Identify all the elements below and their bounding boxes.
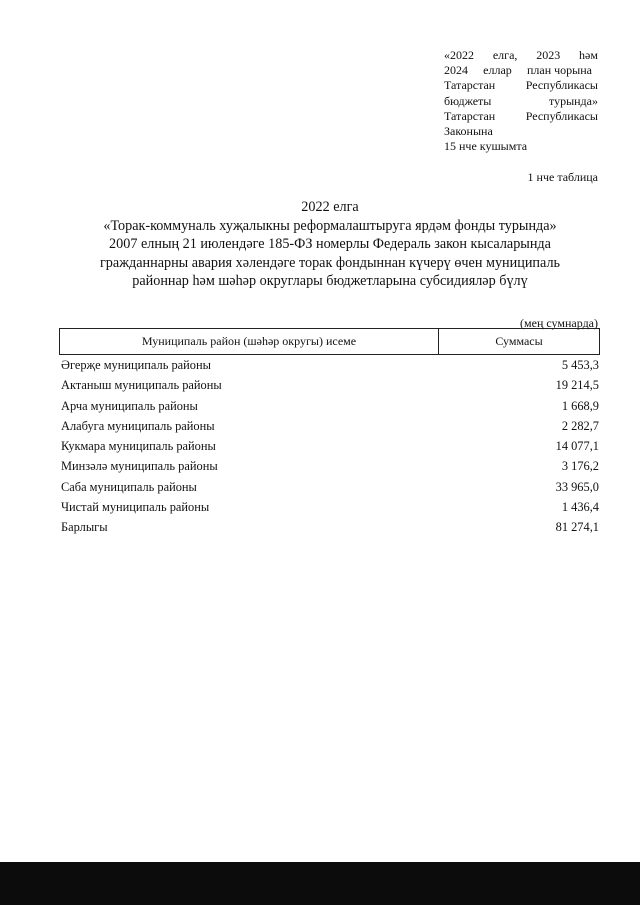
appendix-word: еллар: [483, 63, 512, 78]
document-title: [60, 198, 600, 291]
appendix-word: елга,: [492, 48, 518, 62]
appendix-word: Татарстан: [444, 78, 496, 93]
total-label: Барлыгы: [61, 520, 108, 535]
appendix-word: Республикасы: [525, 108, 598, 123]
row-name: Алабуга муниципаль районы: [61, 418, 215, 433]
row-sum: 19 214,5: [555, 378, 599, 393]
table-row: [61, 499, 599, 519]
row-sum: 2 282,7: [561, 418, 599, 433]
header-name: Муниципаль район (шәһәр округы) исеме: [60, 329, 439, 354]
appendix-word: 2023: [536, 48, 561, 62]
title-year: 2022 елга: [301, 199, 359, 215]
header-sum: Суммасы: [495, 334, 543, 348]
row-sum: 5 453,3: [561, 358, 599, 372]
table-row: [61, 377, 599, 397]
table-row: [61, 398, 599, 418]
title-line: районнар һәм шәһәр округлары бюджетларына субсидияләр бүлү: [132, 273, 528, 290]
appendix-word: Татарстан: [444, 108, 496, 123]
row-name: Кукмара муниципаль районы: [61, 439, 216, 454]
appendix-line: [444, 139, 598, 154]
table-row: [61, 458, 599, 478]
row-name: Саба муниципаль районы: [61, 479, 197, 494]
appendix-word: план чорына: [526, 63, 592, 78]
appendix-line: [444, 109, 598, 124]
appendix-line: [444, 78, 598, 93]
row-sum: 3 176,2: [561, 459, 599, 474]
table-row: [61, 418, 599, 438]
row-name: Әгерҗе муниципаль районы: [61, 358, 211, 372]
appendix-line: [444, 63, 598, 78]
row-name: Чистай муниципаль районы: [61, 500, 210, 515]
appendix-line: [444, 124, 598, 139]
appendix-word: турында»: [548, 93, 598, 108]
total-row: [61, 519, 599, 539]
table-header: [59, 328, 600, 355]
table-row: [61, 438, 599, 458]
row-name: Минзәлә муниципаль районы: [61, 459, 218, 474]
appendix-word: Республикасы: [525, 78, 598, 93]
table-row: [61, 357, 599, 377]
appendix-line: [444, 48, 598, 63]
appendix-word: бюджеты: [444, 93, 492, 108]
title-line: «Торак-коммуналь хуҗалыкны реформалаштыруга ярдәм фонды турында»: [103, 217, 557, 234]
appendix-number: 15 нче кушымта: [444, 139, 528, 154]
appendix-line: [444, 94, 598, 109]
row-sum: 33 965,0: [555, 479, 599, 494]
unit-note: (мең сумнарда): [520, 316, 598, 330]
appendix-reference: [444, 48, 598, 154]
title-line: гражданнарны авария хәлендәге торак фондыннан күчерү өчен муниципаль: [99, 254, 560, 271]
table-row: [61, 479, 599, 499]
row-name: Арча муниципаль районы: [61, 398, 198, 413]
row-sum: 1 668,9: [561, 398, 599, 413]
row-sum: 1 436,4: [561, 500, 599, 515]
total-sum: 81 274,1: [555, 520, 599, 535]
scan-border: [0, 862, 640, 905]
row-name: Актаныш муниципаль районы: [61, 378, 222, 393]
row-sum: 14 077,1: [555, 439, 599, 454]
table-body: [61, 357, 599, 540]
appendix-word: «2022: [444, 48, 474, 62]
appendix-word: һәм: [579, 48, 598, 62]
appendix-word: Законына: [444, 124, 493, 139]
title-line: 2007 елның 21 июлендәге 185-ФЗ номерлы Федераль закон кысаларында: [109, 236, 551, 253]
table-number: 1 нче таблица: [527, 170, 598, 184]
appendix-word: 2024: [444, 63, 468, 78]
